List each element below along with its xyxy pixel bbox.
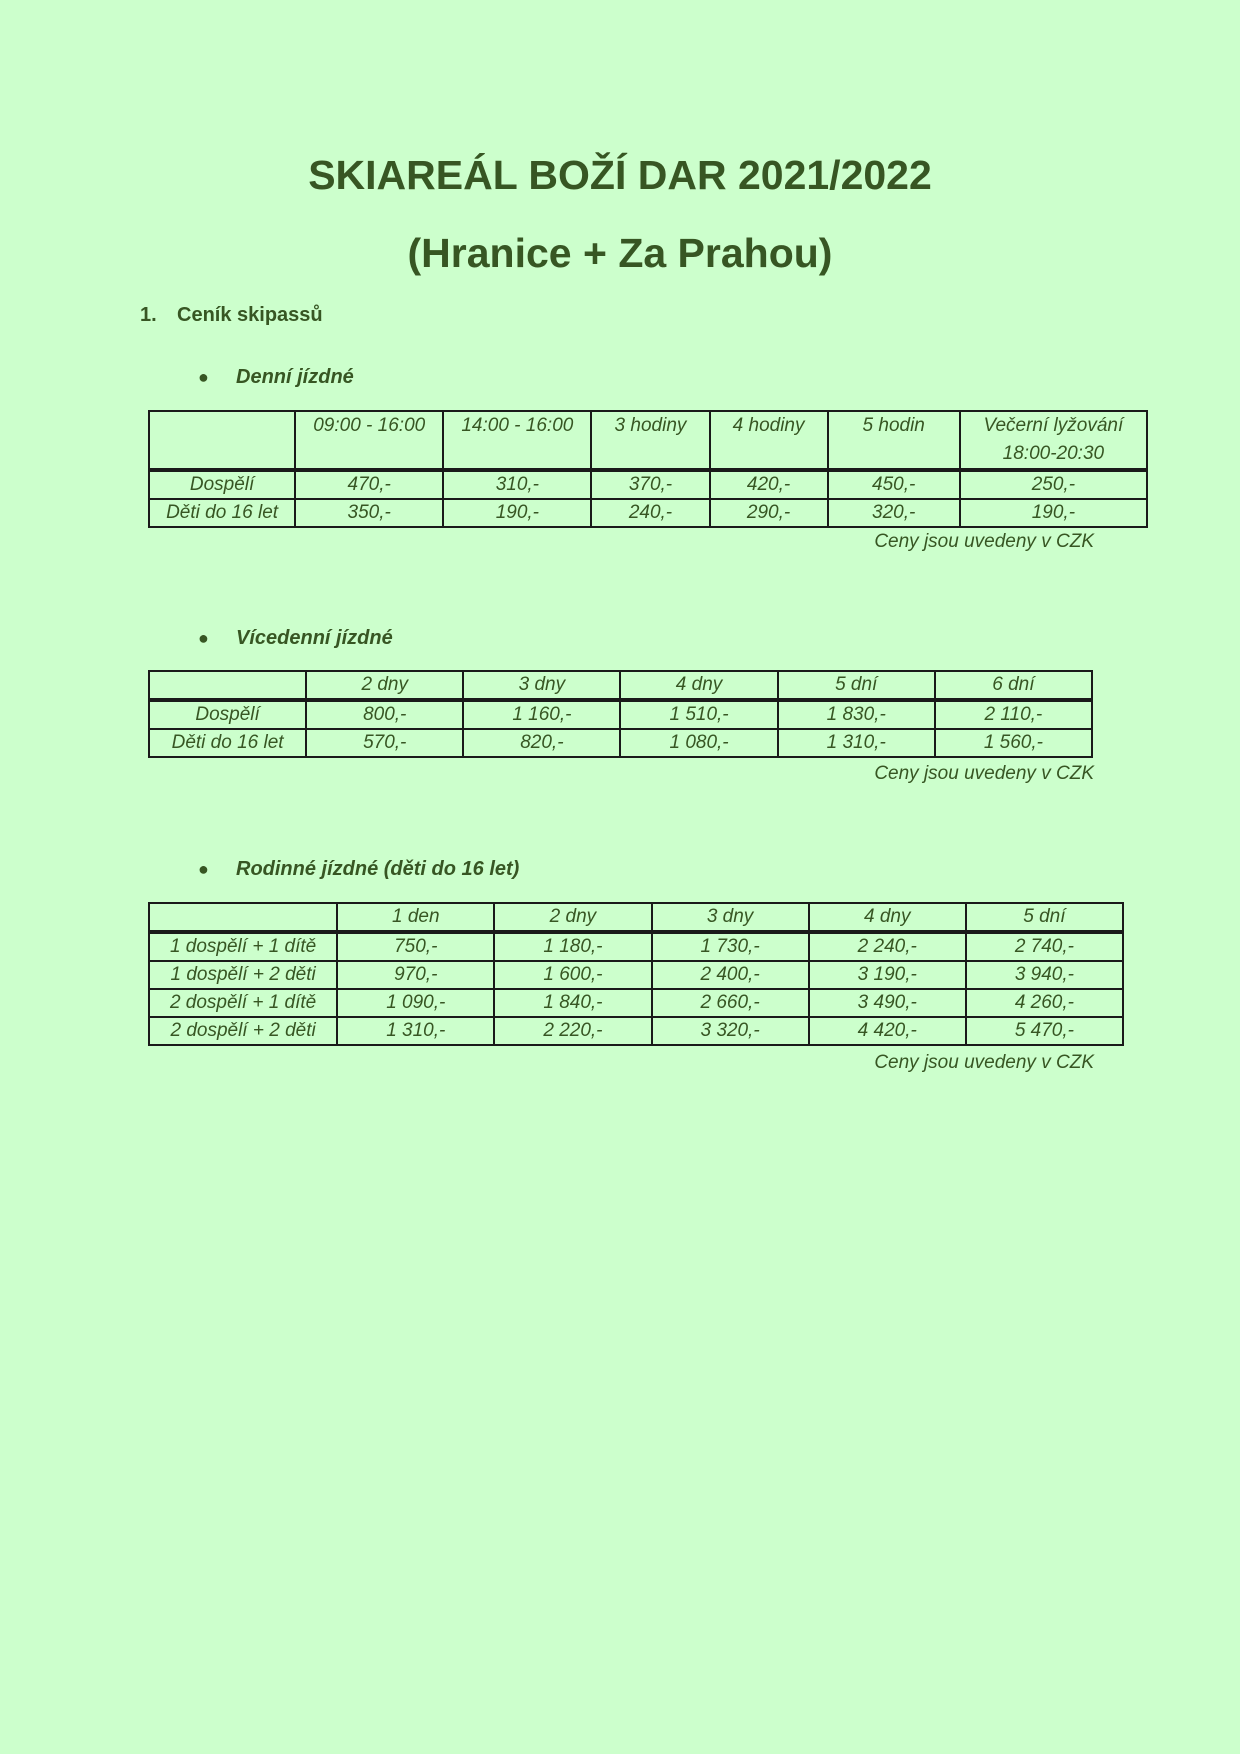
table-cell: 2 dospělí + 2 děti [149,1017,337,1045]
table-cell: 1 510,- [620,700,777,729]
table-header-cell: 5 dní [966,903,1123,932]
table-header-cell: 4 hodiny [710,411,828,470]
table-header-cell: 5 dní [778,671,935,700]
section-label: Ceník skipassů [177,304,323,326]
table-cell: 2 dospělí + 1 dítě [149,989,337,1017]
currency-note: Ceny jsou uvedeny v CZK [874,1052,1094,1073]
table-cell: 750,- [337,932,494,961]
table-cell: 1 830,- [778,700,935,729]
table-cell: 1 840,- [494,989,651,1017]
currency-note: Ceny jsou uvedeny v CZK [874,763,1094,784]
table-cell: Dospělí [149,470,295,499]
table-cell: 1 160,- [463,700,620,729]
table-cell: 3 320,- [652,1017,809,1045]
table-header-cell [149,411,295,470]
table-cell: 240,- [591,499,709,527]
table-cell: 350,- [295,499,443,527]
table-cell: 4 420,- [809,1017,966,1045]
table-header-row [149,671,1092,700]
page-title: SKIAREÁL BOŽÍ DAR 2021/2022 [308,152,932,198]
table-header-row [149,903,1123,932]
table-header-cell: 4 dny [620,671,777,700]
table-cell: 1 dospělí + 2 děti [149,961,337,989]
table-cell: 800,- [306,700,463,729]
table-cell: 1 dospělí + 1 dítě [149,932,337,961]
table-cell: 450,- [828,470,960,499]
table-row [149,470,1147,499]
table-cell: 1 310,- [778,729,935,757]
table-cell: 970,- [337,961,494,989]
table-cell: 2 240,- [809,932,966,961]
bullet-icon: ● [198,367,209,387]
table-header-cell: Večerní lyžování 18:00-20:30 [960,411,1147,470]
table-cell: 1 600,- [494,961,651,989]
bullet-icon: ● [198,859,209,879]
table-cell: 320,- [828,499,960,527]
daily-heading [198,363,354,391]
table-header-cell: 2 dny [306,671,463,700]
multiday-heading [198,624,393,652]
table-cell: 250,- [960,470,1147,499]
table-cell: 1 090,- [337,989,494,1017]
family-heading-label: Rodinné jízdné (děti do 16 let) [236,858,520,880]
table-cell: 2 110,- [935,700,1092,729]
table-row [149,989,1123,1017]
table-header-cell: 3 hodiny [591,411,709,470]
table-cell: 370,- [591,470,709,499]
daily-price-table [148,410,1148,528]
table-row [149,700,1092,729]
table-cell: 1 310,- [337,1017,494,1045]
multiday-price-table [148,670,1093,758]
table-cell: 820,- [463,729,620,757]
section-heading [140,301,323,329]
table-cell: 470,- [295,470,443,499]
bullet-icon: ● [198,628,209,648]
table-header-cell: 6 dní [935,671,1092,700]
table-cell: 2 220,- [494,1017,651,1045]
table-cell: 1 180,- [494,932,651,961]
table-cell: 2 400,- [652,961,809,989]
table-cell: 570,- [306,729,463,757]
table-row [149,729,1092,757]
table-cell: 310,- [443,470,591,499]
table-row [149,1017,1123,1045]
table-cell: 3 490,- [809,989,966,1017]
table-header-cell: 4 dny [809,903,966,932]
table-row [149,961,1123,989]
table-header-cell: 5 hodin [828,411,960,470]
table-cell: 190,- [443,499,591,527]
table-cell: 420,- [710,470,828,499]
table-cell: 2 740,- [966,932,1123,961]
table-cell: 1 080,- [620,729,777,757]
table-cell: Děti do 16 let [149,499,295,527]
table-header-cell: 3 dny [463,671,620,700]
table-row [149,499,1147,527]
table-cell: 5 470,- [966,1017,1123,1045]
table-header-cell: 1 den [337,903,494,932]
daily-heading-label: Denní jízdné [236,366,354,388]
family-price-table [148,902,1124,1046]
table-header-cell [149,671,306,700]
page-subtitle: (Hranice + Za Prahou) [407,230,833,276]
family-heading [198,855,519,883]
table-cell: 3 190,- [809,961,966,989]
table-header-cell: 2 dny [494,903,651,932]
table-header-row [149,411,1147,470]
table-header-cell: 3 dny [652,903,809,932]
multiday-heading-label: Vícedenní jízdné [236,627,393,649]
table-cell: 4 260,- [966,989,1123,1017]
table-cell: Dospělí [149,700,306,729]
table-cell: 190,- [960,499,1147,527]
table-header-cell [149,903,337,932]
table-row [149,932,1123,961]
table-header-cell: 09:00 - 16:00 [295,411,443,470]
currency-note: Ceny jsou uvedeny v CZK [874,531,1094,552]
table-cell: 290,- [710,499,828,527]
section-number: 1. [140,304,157,326]
table-cell: 1 560,- [935,729,1092,757]
table-cell: 2 660,- [652,989,809,1017]
table-cell: Děti do 16 let [149,729,306,757]
table-cell: 1 730,- [652,932,809,961]
table-header-cell: 14:00 - 16:00 [443,411,591,470]
table-cell: 3 940,- [966,961,1123,989]
